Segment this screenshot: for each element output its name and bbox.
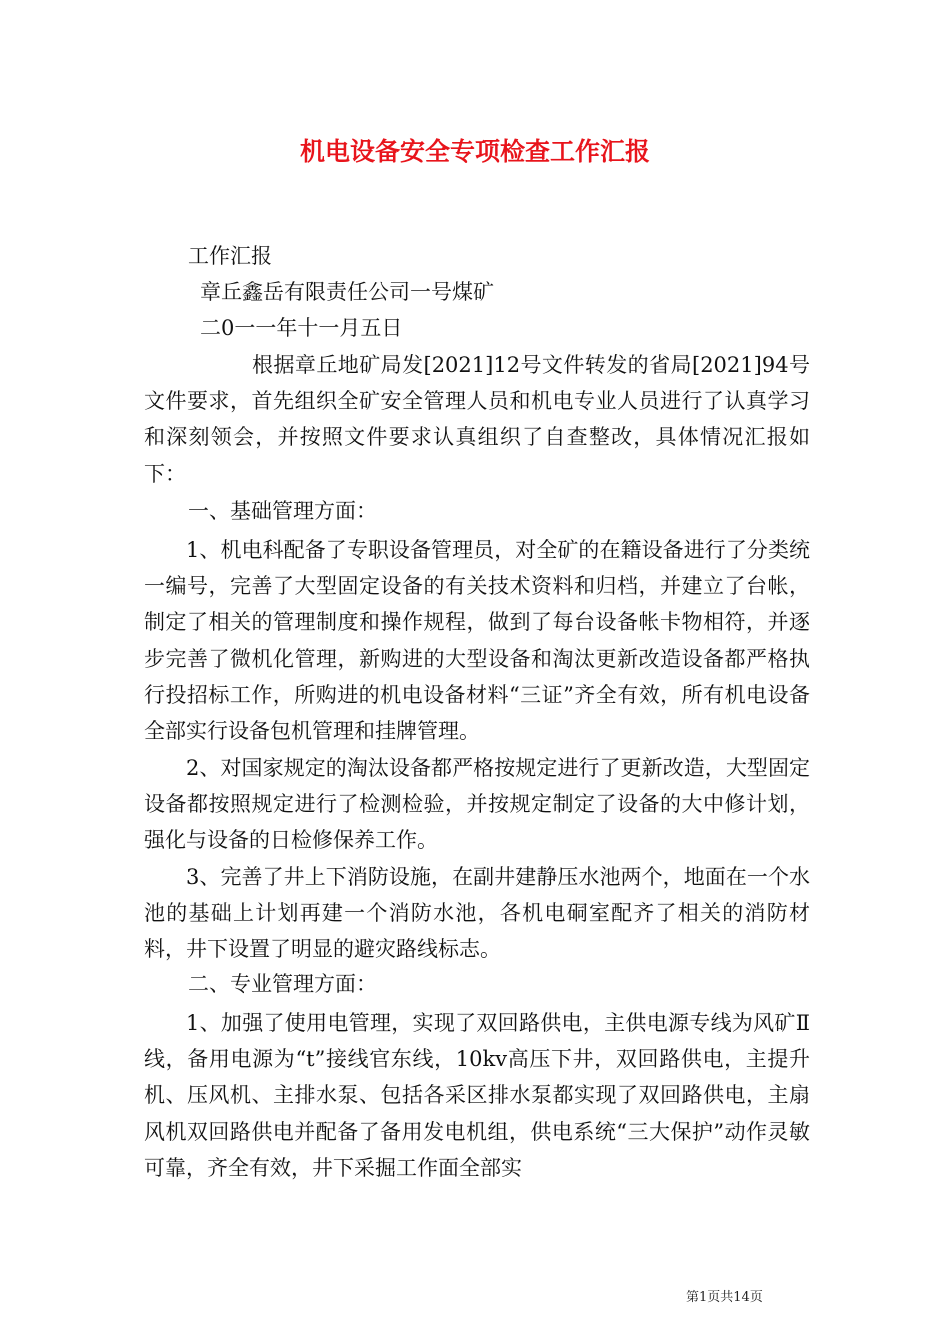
- section1-paragraph-3: 3、完善了井上下消防设施，在副井建静压水池两个，地面在一个水池的基础上计划再建一个消防水池，各机电硐室配齐了相关的消防材料，井下设置了明显的避灾路线标志。: [144, 865, 810, 962]
- section-heading-basic-management: 一、基础管理方面：: [188, 499, 377, 523]
- company-name: 章丘鑫岳有限责任公司一号煤矿: [200, 280, 494, 304]
- section1-paragraph-1: 1、机电科配备了专职设备管理员，对全矿的在籍设备进行了分类统一编号，完善了大型固定设备的有关技术资料和归档，并建立了台帐，制定了相关的管理制度和操作规程，做到了每台设备帐卡物相符，并逐步完善了微机化管理，新购进的大型设备和淘汰更新改造设备都严格执行投招标工作，所购进的机电设备材料“三证”齐全有效，所有机电设备全部实行设备包机管理和挂牌管理。: [144, 538, 810, 744]
- heading-label: 工作汇报: [188, 244, 272, 268]
- document-title: 机电设备安全专项检查工作汇报: [299, 137, 650, 166]
- section2-paragraph-1: 1、加强了使用电管理，实现了双回路供电，主供电源专线为风矿Ⅱ线，备用电源为“t”接线官东线，10kv高压下井，双回路供电，主提升机、压风机、主排水泵、包括各采区排水泵都实现了双回路供电，主扇风机双回路供电并配备了备用发电机组，供电系统“三大保护”动作灵敏可靠，齐全有效，井下采掘工作面全部实: [144, 1011, 810, 1180]
- page-number: 第1页共14页: [686, 1290, 763, 1305]
- section1-paragraph-2: 2、对国家规定的淘汰设备都严格按规定进行了更新改造，大型固定设备都按照规定进行了检测检验，并按规定制定了设备的大中修计划，强化与设备的日检修保养工作。: [144, 756, 810, 853]
- report-date: 二0一一年十一月五日: [200, 316, 403, 340]
- intro-paragraph: 根据章丘地矿局发[2021]12号文件转发的省局[2021]94号文件要求，首先组织全矿安全管理人员和机电专业人员进行了认真学习和深刻领会，并按照文件要求认真组织了自查整改，具体情况汇报如下：: [144, 353, 810, 486]
- section-heading-professional-management: 二、专业管理方面：: [188, 972, 377, 996]
